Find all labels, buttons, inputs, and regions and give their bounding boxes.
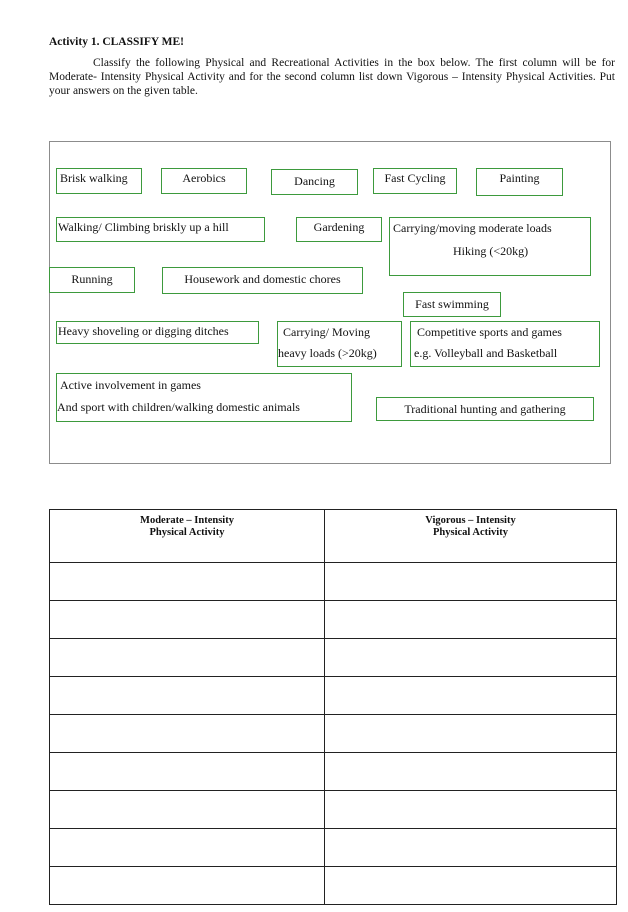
table-row — [50, 753, 617, 791]
activity-text: e.g. Volleyball and Basketball — [414, 346, 558, 360]
table-row — [50, 715, 617, 753]
vigorous-answer-cell[interactable] — [325, 753, 617, 791]
activity-chip — [56, 217, 265, 242]
activity-chip — [56, 321, 259, 344]
activity-text: Traditional hunting and gathering — [404, 402, 566, 416]
vigorous-answer-cell[interactable] — [325, 829, 617, 867]
activity-text: Carrying/ Moving — [283, 325, 370, 339]
answer-table — [49, 509, 617, 905]
activity-chip — [49, 267, 135, 293]
activity-chip — [403, 292, 501, 317]
table-row — [50, 601, 617, 639]
activity-text: Brisk walking — [60, 171, 128, 185]
vigorous-answer-cell[interactable] — [325, 791, 617, 829]
vigorous-answer-cell[interactable] — [325, 601, 617, 639]
activity-text: Fast swimming — [415, 297, 489, 311]
moderate-answer-cell[interactable] — [50, 601, 325, 639]
table-row — [50, 867, 617, 905]
activity-text: Hiking (<20kg) — [453, 244, 529, 258]
activity-chip — [296, 217, 382, 242]
moderate-answer-cell[interactable] — [50, 791, 325, 829]
moderate-answer-cell[interactable] — [50, 563, 325, 601]
moderate-answer-cell[interactable] — [50, 867, 325, 905]
activity-text: Painting — [499, 171, 540, 185]
table-row — [50, 791, 617, 829]
activity-text: Fast Cycling — [384, 171, 446, 185]
activity-text: Walking/ Climbing briskly up a hill — [58, 220, 229, 234]
activity-text: Running — [71, 272, 113, 286]
activity-chip — [56, 168, 142, 194]
moderate-answer-cell[interactable] — [50, 639, 325, 677]
vigorous-column-header: Vigorous – Intensity Physical Activity — [325, 510, 617, 563]
table-row — [50, 829, 617, 867]
activity-text: Competitive sports and games — [417, 325, 562, 339]
activity-text: And sport with children/walking domestic animals — [57, 400, 300, 414]
activity-text: Dancing — [294, 174, 335, 188]
activity-text: Carrying/moving moderate loads — [393, 221, 552, 235]
moderate-answer-cell[interactable] — [50, 677, 325, 715]
activity-chip — [410, 321, 600, 367]
table-row — [50, 639, 617, 677]
activity-chip — [373, 168, 457, 194]
table-row — [50, 677, 617, 715]
answer-rows — [50, 563, 617, 905]
vigorous-answer-cell[interactable] — [325, 639, 617, 677]
activity-title: Activity 1. CLASSIFY ME! — [49, 36, 185, 48]
table-row — [50, 563, 617, 601]
vigorous-answer-cell[interactable] — [325, 715, 617, 753]
activity-chip — [389, 217, 591, 276]
activity-text: heavy loads (>20kg) — [278, 346, 377, 360]
activity-chip — [271, 169, 358, 195]
activity-text: Housework and domestic chores — [184, 272, 341, 286]
activity-chip — [162, 267, 363, 294]
instructions-paragraph: Classify the following Physical and Recreational Activities in the box below. The first column will be for Moderate- Intensity Physical Activity and for the second column list down Vigorous – Intensity Physical Activities. Put your answers on the given table. — [49, 57, 615, 97]
moderate-column-header: Moderate – Intensity Physical Activity — [50, 510, 325, 563]
activity-text: Active involvement in games — [60, 378, 201, 392]
table-header-row — [50, 510, 617, 563]
moderate-answer-cell[interactable] — [50, 829, 325, 867]
activity-text: Aerobics — [182, 171, 226, 185]
vigorous-answer-cell[interactable] — [325, 563, 617, 601]
activity-chip — [476, 168, 563, 196]
moderate-answer-cell[interactable] — [50, 753, 325, 791]
moderate-answer-cell[interactable] — [50, 715, 325, 753]
vigorous-answer-cell[interactable] — [325, 867, 617, 905]
activities-box — [49, 141, 611, 464]
vigorous-answer-cell[interactable] — [325, 677, 617, 715]
activity-text: Heavy shoveling or digging ditches — [58, 324, 229, 338]
activity-text: Gardening — [313, 220, 365, 234]
activity-chip — [376, 397, 594, 421]
activity-chip — [277, 321, 402, 367]
activity-chip — [161, 168, 247, 194]
activity-chip — [56, 373, 352, 422]
